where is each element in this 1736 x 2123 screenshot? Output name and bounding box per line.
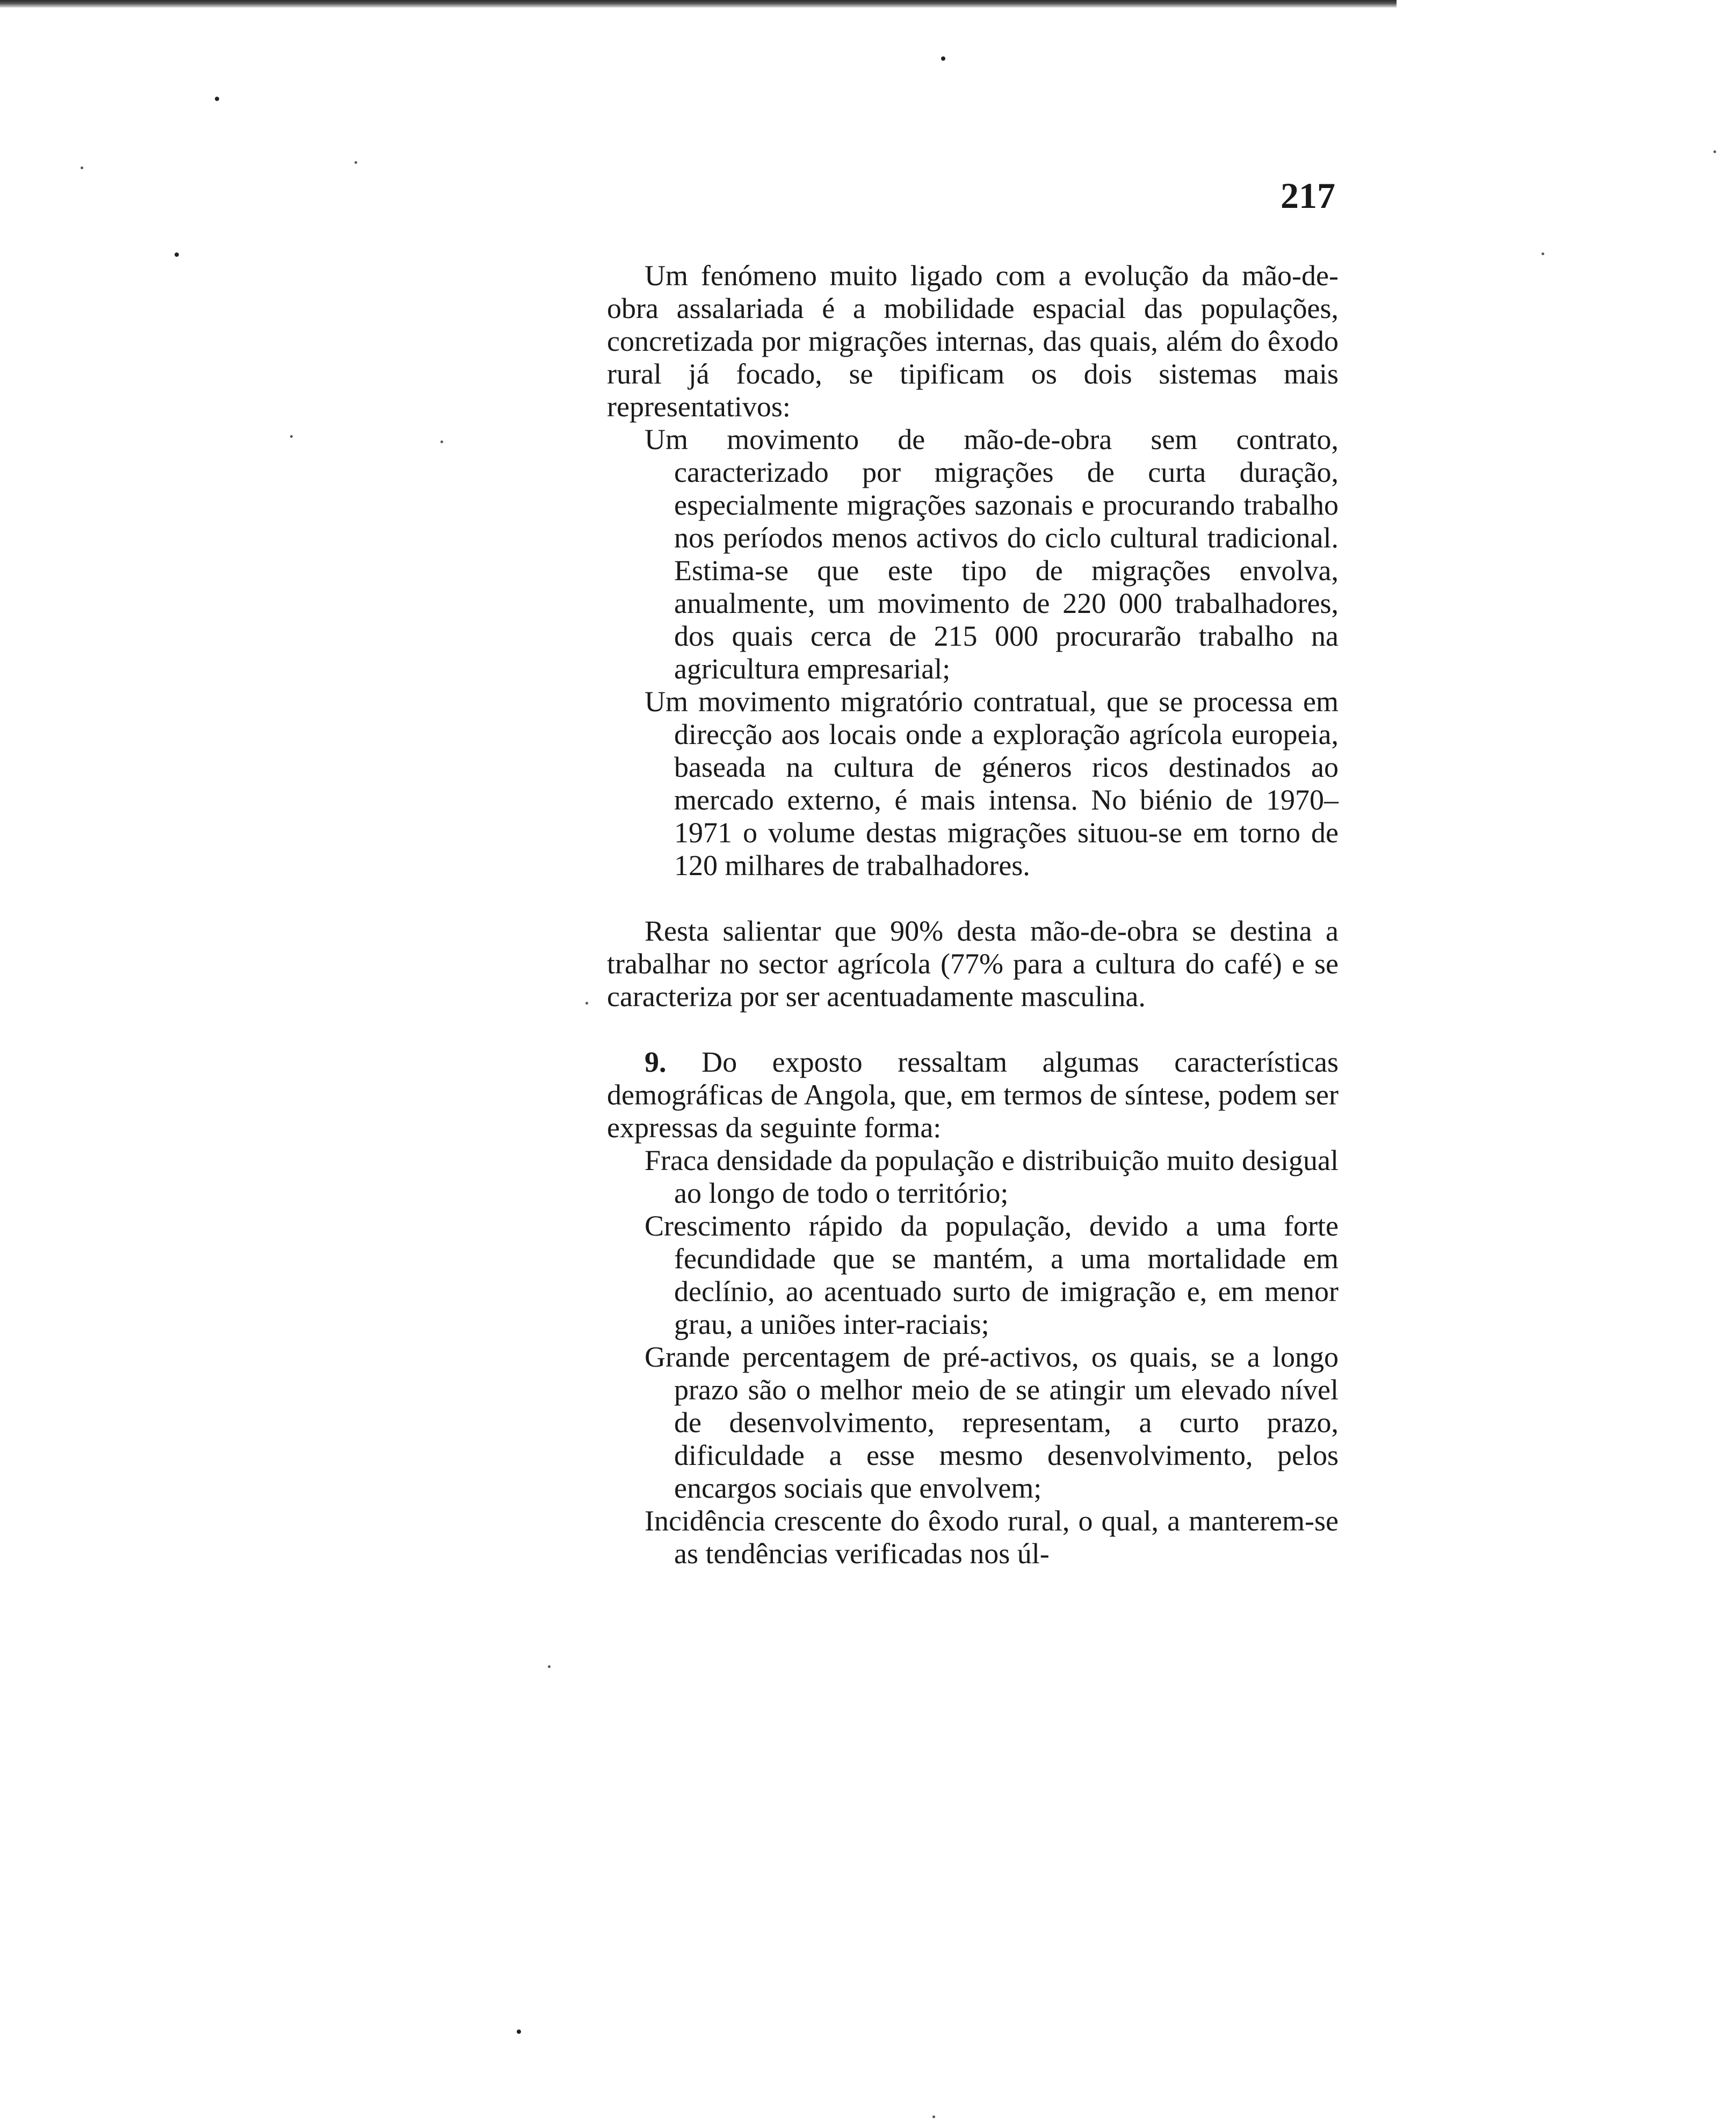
characteristic-item-growth: Crescimento rápido da população, devido a uma forte fecundidade que se mantém, a uma mortalidade em declínio, ao acentuado surto de imigração e, em menor grau, a uniões inter-raciais; [645, 1210, 1339, 1340]
intro-paragraph: Um fenómeno muito ligado com a evolução da mão-de-obra assalariada é a mobilidade espacial das populações, concretizada por migrações internas, das quais, além do êxodo rural já focado, se tipificam os dois sistemas mais representativos: [607, 259, 1339, 423]
characteristic-item-rural-exodus: Incidência crescente do êxodo rural, o qual, a manterem-se as tendências verificadas nos úl- [645, 1505, 1339, 1570]
scan-speck [290, 435, 293, 438]
remark-paragraph: Resta salientar que 90% desta mão-de-obra se destina a trabalhar no sector agrícola (77% para a cultura do café) e se caracteriza por ser acentuadamente masculina. [607, 915, 1339, 1013]
scan-speck [175, 252, 179, 257]
scan-top-edge [0, 0, 1397, 8]
characteristics-list [607, 1144, 1339, 1570]
scan-speck [440, 441, 443, 443]
scan-speck [81, 167, 83, 169]
scan-speck [1713, 150, 1716, 153]
scan-speck [941, 56, 945, 61]
characteristic-item-density: Fraca densidade da população e distribuição muito desigual ao longo de todo o território; [645, 1144, 1339, 1209]
scan-speck [548, 1665, 551, 1668]
scan-speck [355, 161, 357, 164]
section-number: 9. [645, 1046, 667, 1078]
migration-item-seasonal: Um movimento de mão-de-obra sem contrato, caracterizado por migrações de curta duração, especialmente migrações sazonais e procurando trabalho nos períodos menos activos do ciclo cultural tradicional. Estima-se que este tipo de migrações envolva, anualmente, um movimento de 220 000 trabalhadores, dos quais cerca de 215 000 procurarão trabalho na agricultura empresarial; [645, 423, 1339, 685]
scan-speck [585, 1002, 588, 1005]
section-9-paragraph [607, 1046, 1339, 1144]
scan-speck [215, 97, 219, 101]
scan-speck [1542, 252, 1544, 255]
characteristic-item-pre-active: Grande percentagem de pré-activos, os quais, se a longo prazo são o melhor meio de se atingir um elevado nível de desenvolvimento, representam, a curto prazo, dificuldade a esse mesmo desenvolvimento, pelos encargos sociais que envolvem; [645, 1341, 1339, 1504]
section-9-text: Do exposto ressaltam algumas características demográficas de Angola, que, em termos de síntese, podem ser expressas da seguinte forma: [607, 1046, 1339, 1144]
page-number: 217 [1281, 175, 1335, 216]
scan-speck [932, 2115, 935, 2118]
scan-speck [517, 2030, 521, 2034]
migration-list [607, 423, 1339, 882]
document-body [607, 259, 1339, 1570]
migration-item-contractual: Um movimento migratório contratual, que se processa em direcção aos locais onde a exploração agrícola europeia, baseada na cultura de géneros ricos destinados ao mercado externo, é mais intensa. No biénio de 1970–1971 o volume destas migrações situou-se em torno de 120 milhares de trabalhadores. [645, 685, 1339, 882]
